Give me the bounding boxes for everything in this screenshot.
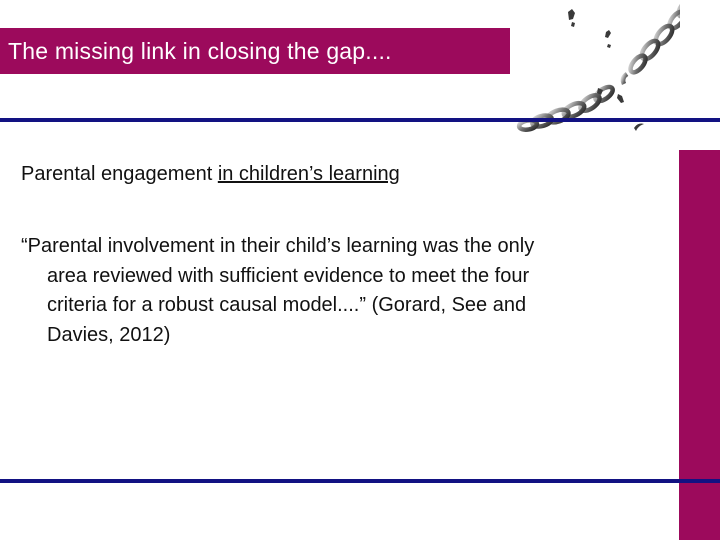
quote-line: area reviewed with sufficient evidence to meet the four xyxy=(47,264,530,287)
quote-line: criteria for a robust causal model....” (Gorard, See and xyxy=(47,294,527,316)
bottom-divider xyxy=(0,479,720,483)
title-banner xyxy=(0,28,510,74)
subheading xyxy=(21,163,400,186)
subheading-text: Parental engagement xyxy=(21,163,218,185)
slide-title: The missing link in closing the gap.... xyxy=(8,37,392,64)
quote-block xyxy=(21,232,671,350)
broken-chain-icon xyxy=(514,0,680,150)
top-divider xyxy=(0,118,720,122)
subheading-underlined-text: in children’s learning xyxy=(217,163,400,185)
quote-line: Davies, 2012) xyxy=(47,323,171,346)
quote-line: “Parental involvement in their child’s learning was the only xyxy=(21,235,535,257)
